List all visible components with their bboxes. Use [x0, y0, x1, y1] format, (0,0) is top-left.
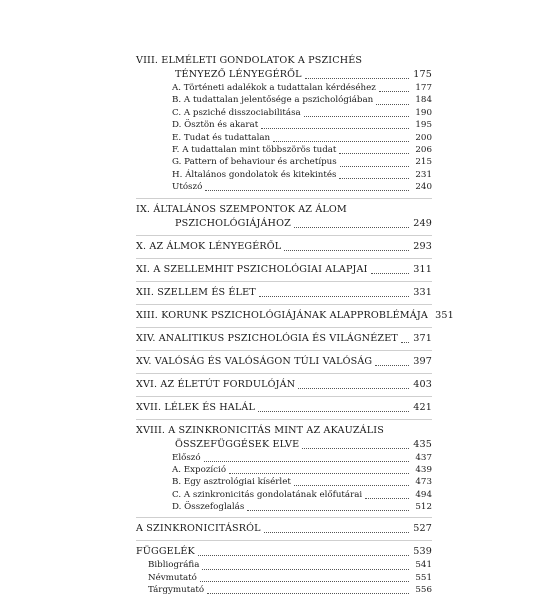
page-number: 439 [415, 464, 432, 475]
chapter-title: ÖSSZEFÜGGÉSEK ELVE [175, 438, 300, 450]
section-title: Előszó [172, 452, 201, 463]
chapter-title-line: VIII. ELMÉLETI GONDOLATOK A PSZICHÉS [136, 55, 363, 66]
section-row [172, 476, 432, 488]
toc-chapter[interactable] [136, 545, 432, 559]
page-number: 403 [413, 378, 432, 390]
leader-dots [365, 497, 409, 499]
toc-chapter[interactable] [136, 54, 432, 82]
page-number: 249 [413, 217, 432, 229]
section-title: A. Expozíció [172, 464, 227, 475]
page-number: 311 [413, 263, 432, 275]
chapter-title: XI. A SZELLEMHIT PSZICHOLÓGIAI ALAPJAI [136, 263, 368, 275]
section-row [172, 94, 432, 106]
leader-dots [298, 387, 409, 389]
page-number: 177 [415, 83, 432, 93]
section-row [172, 132, 432, 144]
leader-dots [258, 410, 409, 412]
page-number: 539 [413, 546, 432, 558]
chapter-title: XII. SZELLEM ÉS ÉLET [136, 286, 256, 298]
leader-dots [294, 484, 409, 486]
section-divider [136, 540, 432, 541]
section-title: Bibliográfia [148, 560, 200, 571]
leader-dots [229, 472, 409, 474]
leader-dots [379, 90, 409, 92]
section-divider [136, 350, 432, 351]
chapter-title-row [136, 286, 432, 300]
section-divider [136, 373, 432, 374]
section-title: C. A szinkronicitás gondolatának előfutárai [172, 489, 363, 500]
section-row [172, 501, 432, 513]
toc-chapter[interactable] [136, 522, 432, 536]
page-number: 190 [415, 107, 432, 118]
leader-dots [273, 140, 409, 142]
chapter-title: XVII. LÉLEK ÉS HALÁL [136, 401, 255, 413]
page-number: 195 [415, 120, 432, 131]
section-title: E. Tudat és tudattalan [172, 132, 271, 143]
page-number: 556 [415, 585, 432, 596]
leader-dots [339, 152, 409, 154]
toc-chapter[interactable] [136, 286, 432, 300]
toc-section[interactable] [136, 181, 432, 193]
section-title: B. Egy asztrológiai kísérlet [172, 477, 291, 488]
chapter-title: XIV. ANALITIKUS PSZICHOLÓGIA ÉS VILÁGNÉZET [136, 332, 398, 344]
leader-dots [247, 509, 409, 511]
table-of-contents [136, 54, 454, 597]
section-row [148, 572, 432, 584]
section-row [172, 156, 432, 168]
leader-dots [376, 103, 409, 105]
section-title: B. A tudattalan jelentősége a pszichológiában [172, 95, 374, 106]
chapter-title-line: XVIII. A SZINKRONICITÁS MINT AZ AKAUZÁLIS [136, 424, 384, 436]
page-number: 351 [435, 309, 454, 321]
chapter-title-row [136, 263, 432, 277]
leader-dots [200, 580, 409, 582]
section-title: C. A psziché disszociabilitása [172, 107, 301, 118]
toc-section[interactable] [136, 559, 432, 571]
section-divider [136, 281, 432, 282]
section-title: Utószó [172, 182, 203, 193]
toc-section[interactable] [136, 132, 432, 144]
chapter-title: XIII. KORUNK PSZICHOLÓGIÁJÁNAK ALAPPROBLÉMÁJA [136, 309, 428, 321]
toc-chapter[interactable] [136, 332, 432, 346]
leader-dots [264, 531, 409, 533]
section-title: F. A tudattalan mint többszörös tudat [172, 144, 337, 155]
section-title: A. Történeti adalékok a tudattalan kérdéséhez [172, 83, 376, 93]
toc-section[interactable] [136, 452, 432, 464]
toc-section[interactable] [136, 82, 432, 94]
chapter-title: TÉNYEZŐ LÉNYEGÉRŐL [175, 69, 302, 80]
page-number: 175 [413, 69, 432, 80]
chapter-title: A SZINKRONICITÁSRÓL [136, 523, 261, 535]
section-title: D. Összefoglalás [172, 502, 245, 513]
page-number: 331 [413, 286, 432, 298]
section-title: Névmutató [148, 572, 197, 583]
leader-dots [340, 165, 409, 167]
section-divider [136, 396, 432, 397]
page-number: 437 [415, 452, 432, 463]
chapter-title-row [136, 309, 454, 323]
section-row [148, 559, 432, 571]
leader-dots [204, 460, 409, 462]
page-number: 371 [413, 332, 432, 344]
chapter-title: XVI. AZ ÉLETÚT FORDULÓJÁN [136, 378, 296, 390]
toc-chapter[interactable] [136, 355, 432, 369]
toc-section[interactable] [136, 572, 432, 584]
toc-section[interactable] [136, 144, 432, 156]
leader-dots [261, 127, 409, 129]
toc-section[interactable] [136, 107, 432, 119]
section-title: D. Ösztön és akarat [172, 120, 259, 131]
chapter-title: XV. VALÓSÁG ÉS VALÓSÁGON TÚLI VALÓSÁG [136, 355, 373, 367]
leader-dots [205, 189, 409, 191]
chapter-title-row [136, 355, 432, 369]
leader-dots [294, 226, 409, 228]
section-title: G. Pattern of behaviour és archetípus [172, 157, 337, 168]
toc-section[interactable] [136, 94, 432, 106]
page-number: 215 [415, 157, 432, 168]
leader-dots [401, 341, 409, 343]
chapter-title-row [136, 240, 432, 254]
page-number: 397 [413, 355, 432, 367]
leader-dots [339, 177, 409, 179]
chapter-title-row [136, 217, 432, 231]
page-number: 206 [415, 144, 432, 155]
section-divider [136, 517, 432, 518]
chapter-title: PSZICHOLÓGIÁJÁHOZ [175, 217, 291, 229]
toc-section[interactable] [136, 156, 432, 168]
leader-dots [198, 554, 409, 556]
toc-section[interactable] [136, 119, 432, 131]
chapter-title-row [136, 68, 432, 82]
leader-dots [202, 568, 409, 570]
section-divider [136, 198, 432, 199]
section-divider [136, 258, 432, 259]
toc-section[interactable] [136, 489, 432, 501]
section-divider [136, 419, 432, 420]
leader-dots [304, 115, 409, 117]
toc-chapter[interactable] [136, 309, 454, 323]
leader-dots [305, 77, 409, 79]
section-title: Tárgymutató [148, 585, 205, 596]
page-number: 231 [415, 169, 432, 180]
toc-chapter[interactable] [136, 263, 432, 277]
toc-chapter[interactable] [136, 203, 432, 231]
section-row [172, 489, 432, 501]
toc-section[interactable] [136, 464, 432, 476]
toc-section[interactable] [136, 584, 432, 596]
section-row [148, 584, 432, 596]
section-row [172, 144, 432, 156]
leader-dots [375, 364, 409, 366]
section-row [172, 169, 432, 181]
chapter-title: X. AZ ÁLMOK LÉNYEGÉRŐL [136, 240, 282, 252]
leader-dots [284, 249, 409, 251]
toc-chapter[interactable] [136, 401, 432, 415]
page-number: 541 [415, 560, 432, 571]
toc-chapter[interactable] [136, 424, 432, 452]
section-divider [136, 235, 432, 236]
section-row [172, 107, 432, 119]
chapter-title-row [136, 378, 432, 392]
page-number: 435 [413, 438, 432, 450]
leader-dots [207, 592, 409, 594]
toc-section[interactable] [136, 169, 432, 181]
page-number: 421 [413, 401, 432, 413]
page-number: 512 [415, 502, 432, 513]
toc-chapter[interactable] [136, 378, 432, 392]
leader-dots [259, 295, 409, 297]
chapter-title-row [136, 332, 432, 346]
chapter-title-line: IX. ÁLTALÁNOS SZEMPONTOK AZ ÁLOM [136, 203, 347, 215]
page-number: 240 [415, 182, 432, 193]
page-number: 184 [415, 95, 432, 106]
section-row [172, 452, 432, 464]
page-number: 293 [413, 240, 432, 252]
page-number: 527 [413, 523, 432, 535]
section-row [172, 181, 432, 193]
leader-dots [302, 447, 409, 449]
page-number: 200 [415, 132, 432, 143]
chapter-title-row [136, 401, 432, 415]
page-number: 494 [415, 489, 432, 500]
section-row [172, 119, 432, 131]
chapter-title-row [136, 545, 432, 559]
section-row [172, 82, 432, 94]
chapter-title: FÜGGELÉK [136, 546, 195, 558]
section-divider [136, 327, 432, 328]
page-number: 551 [415, 572, 432, 583]
page-number: 473 [415, 477, 432, 488]
section-title: H. Általános gondolatok és kitekintés [172, 169, 337, 180]
toc-chapter[interactable] [136, 240, 432, 254]
leader-dots [371, 272, 409, 274]
toc-section[interactable] [136, 501, 432, 513]
toc-section[interactable] [136, 476, 432, 488]
chapter-title-row [136, 522, 432, 536]
chapter-title-row [136, 438, 432, 452]
section-divider [136, 304, 432, 305]
section-row [172, 464, 432, 476]
